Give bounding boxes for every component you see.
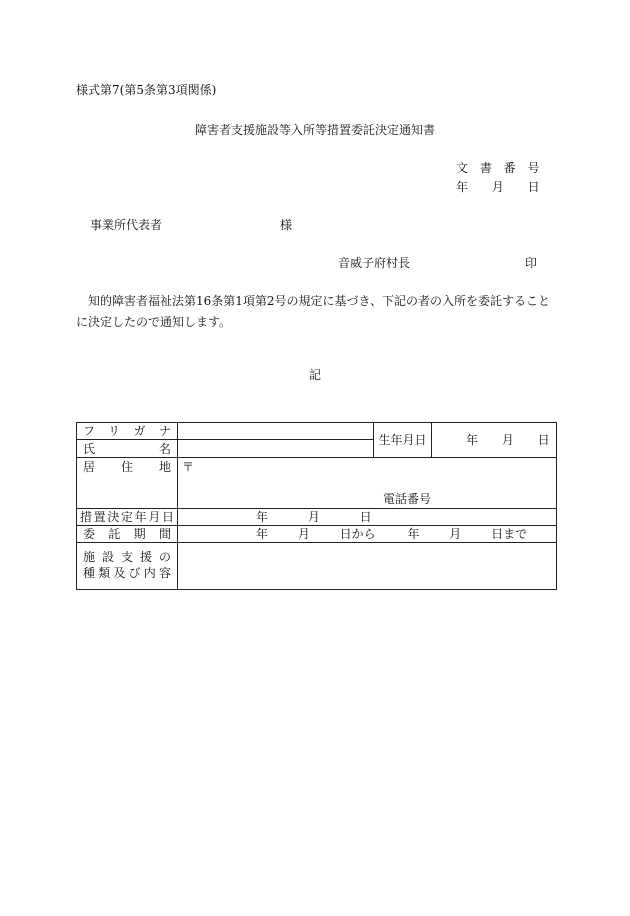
issuer-name: 音威子府村長 <box>338 256 411 270</box>
birthdate-label: 生年月日 <box>374 423 432 458</box>
decision-date-field[interactable]: 年 月 日 <box>178 509 557 526</box>
birthdate-field[interactable]: 年 月 日 <box>432 423 557 458</box>
period-field[interactable] <box>178 526 557 543</box>
facility-support-label <box>77 543 178 590</box>
form-number: 様式第7(第5条第3項関係) <box>76 83 217 97</box>
subject-info-table <box>76 422 557 590</box>
document-number-label: 文 書 番 号 <box>456 161 544 175</box>
ki-heading: 記 <box>308 368 321 382</box>
postal-mark: 〒 <box>182 460 195 474</box>
period-to: 年 月 日まで <box>407 527 528 541</box>
facility-support-label-line2: 種類及び内容 <box>83 566 171 580</box>
name-label: 氏名 <box>77 440 178 458</box>
facility-support-label-line1: 施設支援の <box>83 550 171 564</box>
issue-date: 年 月 日 <box>456 180 540 194</box>
furigana-field[interactable] <box>178 423 374 440</box>
period-from: 年 月 日から <box>256 527 376 541</box>
addressee-label: 事業所代表者 <box>90 218 163 232</box>
name-field[interactable] <box>178 440 374 458</box>
address-label: 居住地 <box>77 458 178 509</box>
decision-date-label: 措置決定年月日 <box>77 509 178 526</box>
facility-support-field[interactable] <box>178 543 557 590</box>
seal-mark: 印 <box>525 256 538 270</box>
address-field[interactable] <box>178 458 557 509</box>
phone-label: 電話番号 <box>383 492 432 506</box>
furigana-label: フリガナ <box>77 423 178 440</box>
notice-body: 知的障害者福祉法第16条第1項第2号の規定に基づき、下記の者の入所を委託することに決定したので通知します。 <box>76 294 551 329</box>
addressee-honorific: 様 <box>280 218 293 232</box>
period-label: 委託期間 <box>77 526 178 543</box>
document-title: 障害者支援施設等入所等措置委託決定通知書 <box>194 123 435 137</box>
